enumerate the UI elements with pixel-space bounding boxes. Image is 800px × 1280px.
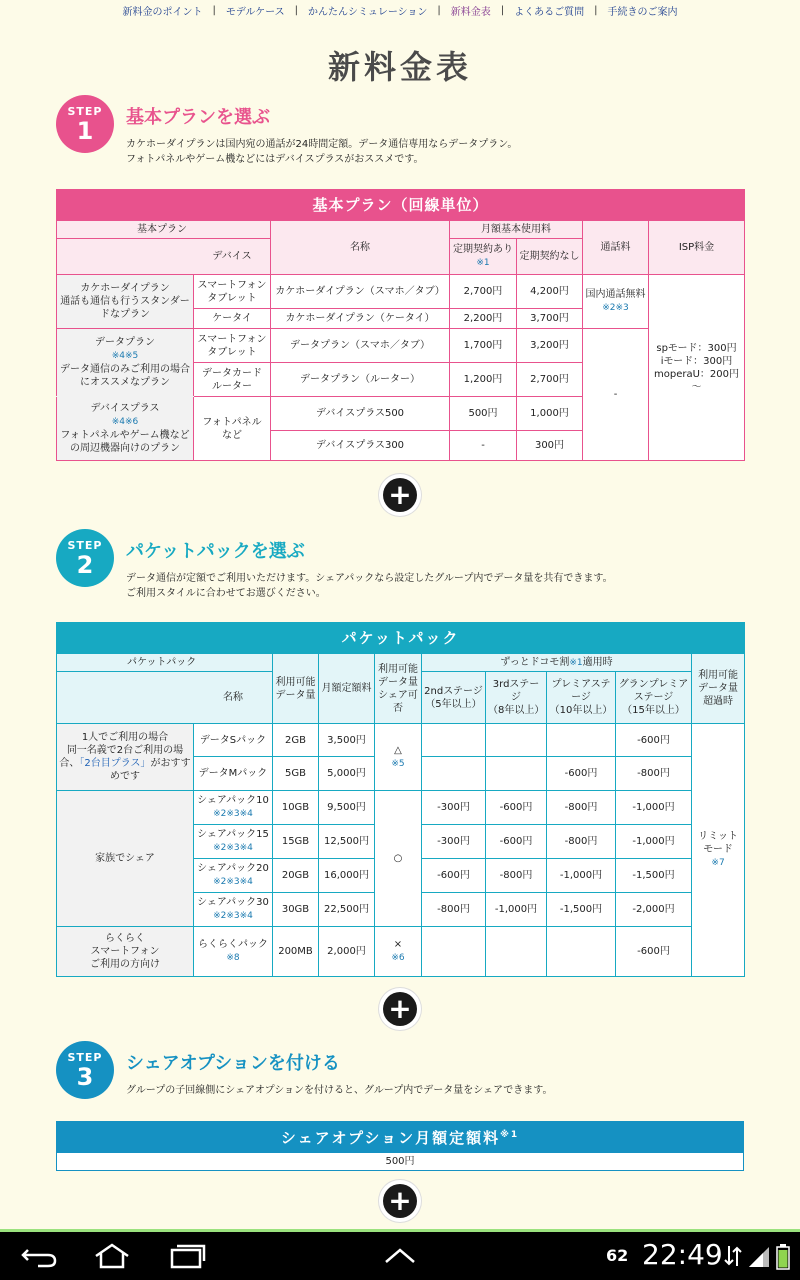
nav-points[interactable]: 新料金のポイント: [122, 6, 203, 18]
header-grand: [616, 672, 692, 724]
kake-plan-label: [57, 275, 194, 329]
share-tri-note: ※5: [391, 758, 405, 769]
isp-i: iモード：300円: [660, 355, 733, 367]
device-datacard-router: [194, 363, 271, 397]
step2-title: パケットパックを選ぶ: [126, 541, 305, 562]
disc-grand: -800円: [616, 757, 692, 791]
nav-separator: |: [294, 4, 299, 16]
pack-fee: 9,500円: [319, 791, 375, 825]
raku3: ご利用の方向け: [90, 959, 160, 970]
row6-with: -: [450, 431, 517, 461]
pack-note: ※2※3※4: [213, 809, 253, 819]
disc-3rd: [486, 757, 547, 791]
header-with-contract: [450, 239, 517, 275]
share-option-caption: [57, 1122, 744, 1153]
step-number: 1: [76, 116, 94, 145]
single-use-label: [57, 724, 194, 791]
pack-note: ※2※3※4: [213, 911, 253, 921]
step-word: STEP: [67, 538, 103, 552]
share-option-caption-text: シェアオプション月額定額料: [280, 1129, 501, 1147]
network-indicator: 62: [606, 1246, 629, 1265]
header-share: 利用可能データ量シェア可否: [375, 654, 422, 724]
disc-grand: -2,000円: [616, 893, 692, 927]
plus-symbol: +: [383, 1184, 417, 1218]
step3-desc-line1: グループの子回線側にシェアオプションを付けると、グループ内でデータ量をシェアできます。: [126, 1085, 553, 1096]
share-no-note: ※6: [391, 953, 405, 963]
docomo-label: ずっとドコモ割: [500, 656, 570, 668]
single-line3: がおすすめです: [110, 758, 191, 782]
h2nd: 2ndステージ: [424, 685, 483, 697]
step-number: 3: [76, 1062, 94, 1091]
disc-2nd: -600円: [422, 859, 486, 893]
disc-grand: -1,000円: [616, 825, 692, 859]
pack-name: データMパック: [194, 757, 273, 791]
pack-fee: 2,000円: [319, 927, 375, 977]
step1-header: [56, 95, 517, 167]
pack-note: ※2※3※4: [213, 843, 253, 853]
nav-faq[interactable]: よくあるご質問: [514, 6, 585, 18]
plus-icon: [379, 988, 421, 1030]
back-icon[interactable]: [20, 1242, 60, 1270]
row6-name: デバイスプラス300: [271, 431, 450, 461]
device-datacard: データカード: [202, 367, 262, 379]
pack-fee: 5,000円: [319, 757, 375, 791]
header-blank: [57, 239, 194, 275]
raku2: スマートフォン: [90, 946, 160, 957]
step1-desc-line1: カケホーダイプランは国内宛の通話が24時間定額。データ通信専用ならデータプラン。: [126, 139, 518, 150]
row3-with: 1,700円: [450, 329, 517, 363]
row4-name: データプラン（ルーター）: [271, 363, 450, 397]
hgrand: グランプレミアステージ: [618, 679, 689, 703]
row1-with: 2,700円: [450, 275, 517, 309]
plus-symbol: +: [383, 992, 417, 1026]
pack-data: 15GB: [273, 825, 319, 859]
single-line2: 同一名義で2台ご利用の場合、: [59, 745, 184, 769]
limit-mode-cell: [692, 724, 745, 977]
step3-header: [56, 1041, 553, 1099]
data-plan-sub: データ通信のみご利用の場合にオススメなプラン: [60, 364, 190, 388]
pack-fee: 12,500円: [319, 825, 375, 859]
step3-title: シェアオプションを付ける: [126, 1053, 340, 1074]
recent-apps-icon[interactable]: [168, 1242, 208, 1270]
device-phone-tablet: [194, 275, 271, 309]
call-free-note: ※2※3: [602, 303, 629, 313]
header-blank: [57, 672, 194, 724]
device-plus-label: [57, 397, 194, 461]
device-photopanel: [194, 397, 271, 461]
row5-with: 500円: [450, 397, 517, 431]
disc-prem: [547, 724, 616, 757]
isp-cell: [649, 275, 745, 461]
header-pack-name: 名称: [194, 672, 273, 724]
top-navigation: [0, 0, 800, 20]
raku-label: [57, 927, 194, 977]
disc-2nd: -300円: [422, 791, 486, 825]
share-no: ×: [393, 939, 403, 950]
disc-3rd: -600円: [486, 825, 547, 859]
header-monthly: 月額基本使用料: [450, 221, 583, 239]
row2-with: 2,200円: [450, 309, 517, 329]
row2-name: カケホーダイプラン（ケータイ）: [271, 309, 450, 329]
pack-data: 5GB: [273, 757, 319, 791]
hprem: プレミアステージ: [551, 679, 611, 703]
header-name: 名称: [271, 221, 450, 275]
header-without-contract: 定期契約なし: [517, 239, 583, 275]
row5-name: デバイスプラス500: [271, 397, 450, 431]
row1-name: カケホーダイプラン（スマホ／タブ）: [271, 275, 450, 309]
docomo-note: ※1: [569, 657, 583, 668]
pack-name: データSパック: [194, 724, 273, 757]
row4-with: 1,200円: [450, 363, 517, 397]
header-2nd: [422, 672, 486, 724]
data-plan-label: [57, 329, 194, 397]
h2nd-sub: （5年以上）: [425, 698, 482, 710]
plus-icon: [379, 1180, 421, 1222]
nav-separator: |: [500, 4, 505, 16]
step-word: STEP: [67, 1050, 103, 1064]
disc-prem: -800円: [547, 791, 616, 825]
disc-3rd: [486, 724, 547, 757]
step1-badge: [56, 95, 114, 153]
call-dash: -: [583, 329, 649, 461]
row3-name: データプラン（スマホ／タブ）: [271, 329, 450, 363]
isp-mopera: moperaU：200円～: [653, 368, 739, 393]
row4-without: 2,700円: [517, 363, 583, 397]
share-option-table: [56, 1121, 744, 1171]
row5-without: 1,000円: [517, 397, 583, 431]
step-number: 2: [76, 550, 94, 579]
share-ok: ○: [375, 791, 422, 927]
data-transfer-icon: [724, 1244, 742, 1268]
second-device-plus-link[interactable]: 「2台目プラス」: [79, 758, 151, 769]
device-tablet: タブレット: [207, 346, 257, 358]
pack-name-cell: [194, 859, 273, 893]
row2-without: 3,700円: [517, 309, 583, 329]
nav-price-table[interactable]: 新料金表: [450, 6, 491, 18]
device-plus-note: ※4※6: [111, 417, 139, 427]
plus-icon: [379, 474, 421, 516]
header-fee: 月額定額料: [319, 654, 375, 724]
pack-fee: 3,500円: [319, 724, 375, 757]
pack-fee: 16,000円: [319, 859, 375, 893]
device-router: ルーター: [212, 380, 252, 392]
disc-2nd: -800円: [422, 893, 486, 927]
disc-2nd: [422, 927, 486, 977]
share-option-fee: 500円: [57, 1153, 744, 1171]
header-premier: [547, 672, 616, 724]
step2-header: [56, 529, 613, 601]
basic-plan-caption: 基本プラン（回線単位）: [57, 190, 745, 221]
disc-grand: -1,000円: [616, 791, 692, 825]
pack-fee: 22,500円: [319, 893, 375, 927]
pack-name-cell: [194, 791, 273, 825]
header-call: 通話料: [583, 221, 649, 275]
nav-separator: |: [594, 4, 598, 16]
disc-prem: -600円: [547, 757, 616, 791]
call-free: 国内通話無料: [585, 289, 646, 300]
share-option-caption-note: ※1: [500, 1130, 520, 1140]
pack-data: 30GB: [273, 893, 319, 927]
device-plus-title: デバイスプラス: [90, 403, 160, 414]
share-no-cell: [375, 927, 422, 977]
nav-model-case[interactable]: モデルケース: [225, 6, 285, 18]
data-plan-note: ※4※5: [111, 351, 139, 361]
pack-data: 2GB: [273, 724, 319, 757]
pack-name: シェアパック20: [197, 863, 269, 874]
step-word: STEP: [67, 104, 103, 118]
disc-2nd: [422, 757, 486, 791]
nav-simulation[interactable]: かんたんシミュレーション: [308, 6, 428, 18]
disc-prem: -1,000円: [547, 859, 616, 893]
disc-prem: -800円: [547, 825, 616, 859]
header-data: 利用可能データ量: [273, 654, 319, 724]
packet-caption: パケットパック: [57, 623, 745, 654]
pack-name-cell: [194, 893, 273, 927]
nav-separator: |: [437, 4, 441, 16]
step2-desc-line2: ご利用スタイルに合わせてお選びください。: [126, 588, 326, 599]
step3-badge: [56, 1041, 114, 1099]
clock: 22:49: [642, 1238, 723, 1271]
pack-note: ※8: [226, 953, 240, 963]
limit-note: ※7: [711, 858, 725, 868]
step2-desc-line1: データ通信が定額でご利用いただけます。シェアパックなら設定したグループ内でデータ量を共有できます。: [126, 573, 613, 584]
row3-without: 3,200円: [517, 329, 583, 363]
page-title: 新料金表: [327, 48, 472, 86]
disc-3rd: -600円: [486, 791, 547, 825]
disc-prem: [547, 927, 616, 977]
battery-icon: [776, 1244, 790, 1270]
disc-3rd: -1,000円: [486, 893, 547, 927]
pack-name-cell: [194, 927, 273, 977]
device-phone-tablet-2: [194, 329, 271, 363]
pack-name: シェアパック10: [197, 795, 269, 806]
share-partial: [375, 724, 422, 791]
header-isp: ISP料金: [649, 221, 745, 275]
hgrand-sub: （15年以上）: [622, 705, 685, 716]
pack-data: 10GB: [273, 791, 319, 825]
family-share-label: 家族でシェア: [57, 791, 194, 927]
header-3rd: [486, 672, 547, 724]
header-docomo-discount: [422, 654, 692, 672]
packet-pack-table: [56, 622, 745, 977]
step1-desc-line2: フォトパネルやゲーム機などにはデバイスプラスがおススメです。: [126, 154, 424, 165]
device-tablet: タブレット: [207, 292, 257, 304]
pack-name: シェアパック15: [197, 829, 269, 840]
disc-3rd: [486, 927, 547, 977]
pack-name: らくらくパック: [198, 939, 268, 950]
limit1: リミット: [698, 831, 738, 842]
docomo-suffix: 適用時: [582, 656, 613, 668]
step2-badge: [56, 529, 114, 587]
signal-icon: [748, 1246, 770, 1268]
pack-data: 20GB: [273, 859, 319, 893]
disc-2nd: [422, 724, 486, 757]
h3rd: 3rdステージ: [492, 679, 540, 703]
home-icon[interactable]: [92, 1242, 132, 1270]
kake-plan-sub: 通話も通信も行うスタンダードなプラン: [60, 296, 190, 320]
h3rd-sub: （8年以上）: [488, 705, 545, 716]
limit2: モード: [703, 844, 733, 855]
chevron-up-icon[interactable]: [380, 1242, 420, 1270]
disc-prem: -1,500円: [547, 893, 616, 927]
disc-grand: -600円: [616, 724, 692, 757]
basic-plan-table: [56, 189, 745, 461]
header-device: デバイス: [194, 239, 271, 275]
header-packet-pack: パケットパック: [57, 654, 273, 672]
device-phone: スマートフォン: [197, 333, 267, 345]
device-phone: スマートフォン: [197, 279, 267, 291]
plus-symbol: +: [383, 478, 417, 512]
android-navigation-bar: [0, 1232, 800, 1280]
device-plus-sub: フォトパネルやゲーム機などの周辺機器向けのプラン: [60, 430, 190, 454]
pack-name: シェアパック30: [197, 897, 269, 908]
raku1: らくらく: [105, 933, 145, 944]
pack-data: 200MB: [273, 927, 319, 977]
with-contract-note: ※1: [476, 258, 490, 268]
pack-name-cell: [194, 825, 273, 859]
isp-sp: spモード：300円: [656, 342, 737, 354]
share-tri: △: [394, 744, 402, 756]
disc-3rd: -800円: [486, 859, 547, 893]
device-keitai: ケータイ: [194, 309, 271, 329]
step1-title: 基本プランを選ぶ: [126, 107, 270, 128]
header-over: 利用可能データ量超過時: [692, 654, 745, 724]
pack-note: ※2※3※4: [213, 877, 253, 887]
disc-grand: -1,500円: [616, 859, 692, 893]
kake-plan-title: カケホーダイプラン: [80, 283, 170, 294]
device-etc: など: [222, 429, 242, 441]
with-contract-label: 定期契約あり: [453, 244, 513, 255]
row1-without: 4,200円: [517, 275, 583, 309]
device-photo: フォトパネル: [202, 416, 262, 428]
disc-2nd: -300円: [422, 825, 486, 859]
header-basic-plan: 基本プラン: [57, 221, 271, 239]
disc-grand: -600円: [616, 927, 692, 977]
hprem-sub: （10年以上）: [549, 705, 613, 716]
call-free-cell: [583, 275, 649, 329]
nav-separator: |: [212, 4, 216, 16]
nav-procedure[interactable]: 手続きのご案内: [607, 6, 678, 18]
row6-without: 300円: [517, 431, 583, 461]
single-line1: 1人でご利用の場合: [81, 732, 169, 743]
data-plan-title: データプラン: [95, 337, 155, 348]
